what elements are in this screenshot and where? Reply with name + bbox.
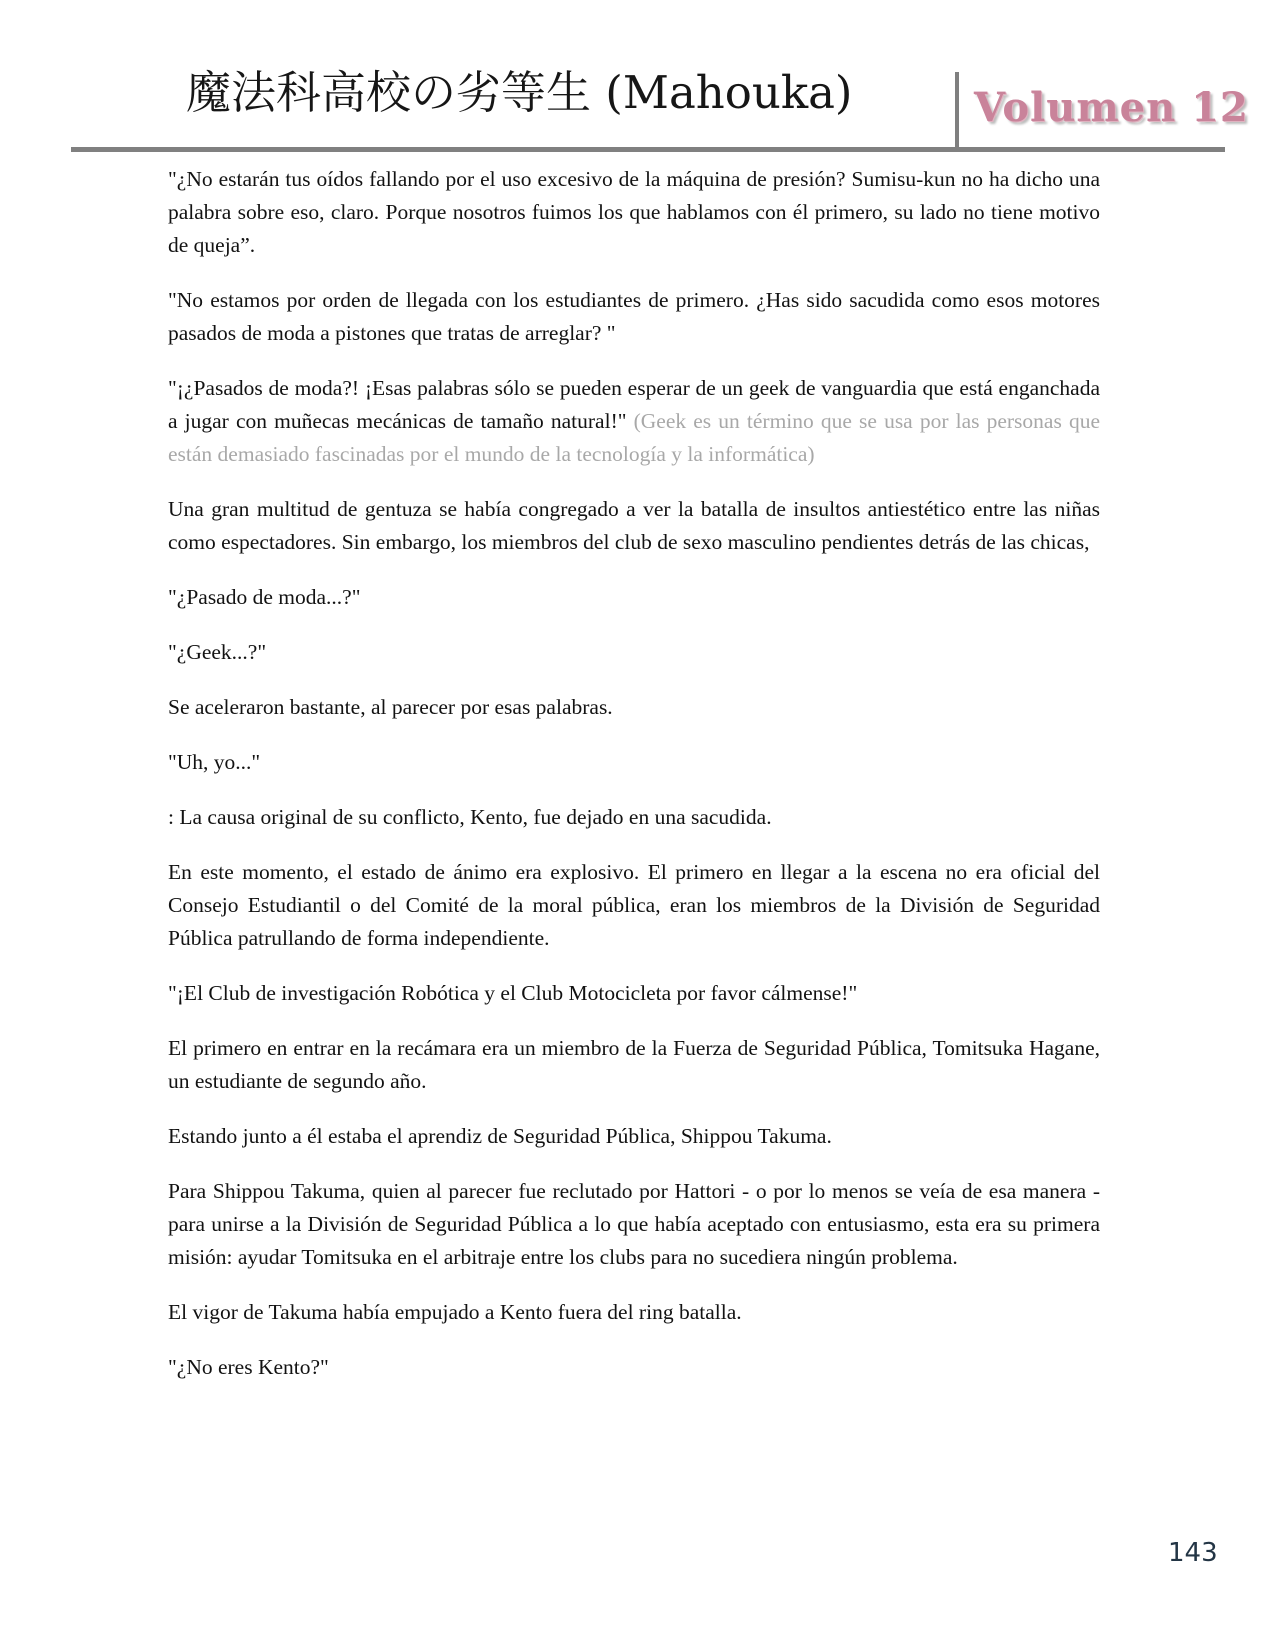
paragraph: [168, 746, 1100, 779]
paragraph-text: Estando junto a él estaba el aprendiz de Seguridad Pública, Shippou Takuma.: [168, 1124, 832, 1148]
header-rule: [71, 147, 1225, 152]
translator-note: (Geek es un término que se usa por las personas que están demasiado fascinadas por el mundo de la tecnología y la informática): [168, 409, 1100, 466]
paragraph-text: "¿Pasado de moda...?": [168, 585, 361, 609]
header-divider-bar: [955, 72, 959, 152]
paragraph: [168, 372, 1100, 471]
paragraph-text: Se aceleraron bastante, al parecer por esas palabras.: [168, 695, 613, 719]
paragraph: [168, 977, 1100, 1010]
paragraph: [168, 581, 1100, 614]
paragraph: [168, 163, 1100, 262]
page-number: 143: [1168, 1538, 1218, 1568]
paragraph-text: Una gran multitud de gentuza se había congregado a ver la batalla de insultos antiestético entre las niñas como espectadores. Sin embargo, los miembros del club de sexo masculino pendientes detrás de las chicas,: [168, 497, 1100, 554]
paragraph-text: : La causa original de su conflicto, Kento, fue dejado en una sacudida.: [168, 805, 772, 829]
paragraph-text: "¡El Club de investigación Robótica y el Club Motocicleta por favor cálmense!": [168, 981, 858, 1005]
paragraph-text: "¡¿Pasados de moda?! ¡Esas palabras sólo se pueden esperar de un geek de vanguardia que está enganchada a jugar con muñecas mecánicas de tamaño natural!": [168, 376, 1100, 433]
paragraph: [168, 1032, 1100, 1098]
paragraph: [168, 691, 1100, 724]
paragraph: [168, 1296, 1100, 1329]
paragraph-text: Para Shippou Takuma, quien al parecer fue reclutado por Hattori - o por lo menos se veía de esa manera - para unirse a la División de Seguridad Pública a lo que había aceptado con entusiasmo, esta era su primera misión: ayudar Tomitsuka en el arbitraje entre los clubs para no sucediera ningún problema.: [168, 1179, 1100, 1269]
paragraph: [168, 856, 1100, 955]
page-title: 魔法科高校の劣等生 (Mahouka): [186, 66, 853, 119]
paragraph: [168, 636, 1100, 669]
paragraph-text: "¿Geek...?": [168, 640, 267, 664]
paragraph-text: El vigor de Takuma había empujado a Kento fuera del ring batalla.: [168, 1300, 742, 1324]
paragraph: [168, 284, 1100, 350]
paragraph-text: El primero en entrar en la recámara era un miembro de la Fuerza de Seguridad Pública, Tomitsuka Hagane, un estudiante de segundo año.: [168, 1036, 1100, 1093]
paragraph: [168, 801, 1100, 834]
paragraph-text: "¿No estarán tus oídos fallando por el uso excesivo de la máquina de presión? Sumisu-kun no ha dicho una palabra sobre eso, claro. Porque nosotros fuimos los que hablamos con él primero, su lado no tiene motivo de queja”.: [168, 167, 1100, 257]
body-text: [168, 163, 1100, 1406]
paragraph-text: En este momento, el estado de ánimo era explosivo. El primero en llegar a la escena no era oficial del Consejo Estudiantil o del Comité de la moral pública, eran los miembros de la División de Seguridad Pública patrullando de forma independiente.: [168, 860, 1100, 950]
paragraph-text: "No estamos por orden de llegada con los estudiantes de primero. ¿Has sido sacudida como esos motores pasados de moda a pistones que tratas de arreglar? ": [168, 288, 1100, 345]
paragraph: [168, 1175, 1100, 1274]
paragraph: [168, 1351, 1100, 1384]
paragraph-text: "Uh, yo...": [168, 750, 261, 774]
volume-label: Volumen 12: [974, 84, 1249, 131]
paragraph: [168, 493, 1100, 559]
paragraph-text: "¿No eres Kento?": [168, 1355, 329, 1379]
paragraph: [168, 1120, 1100, 1153]
